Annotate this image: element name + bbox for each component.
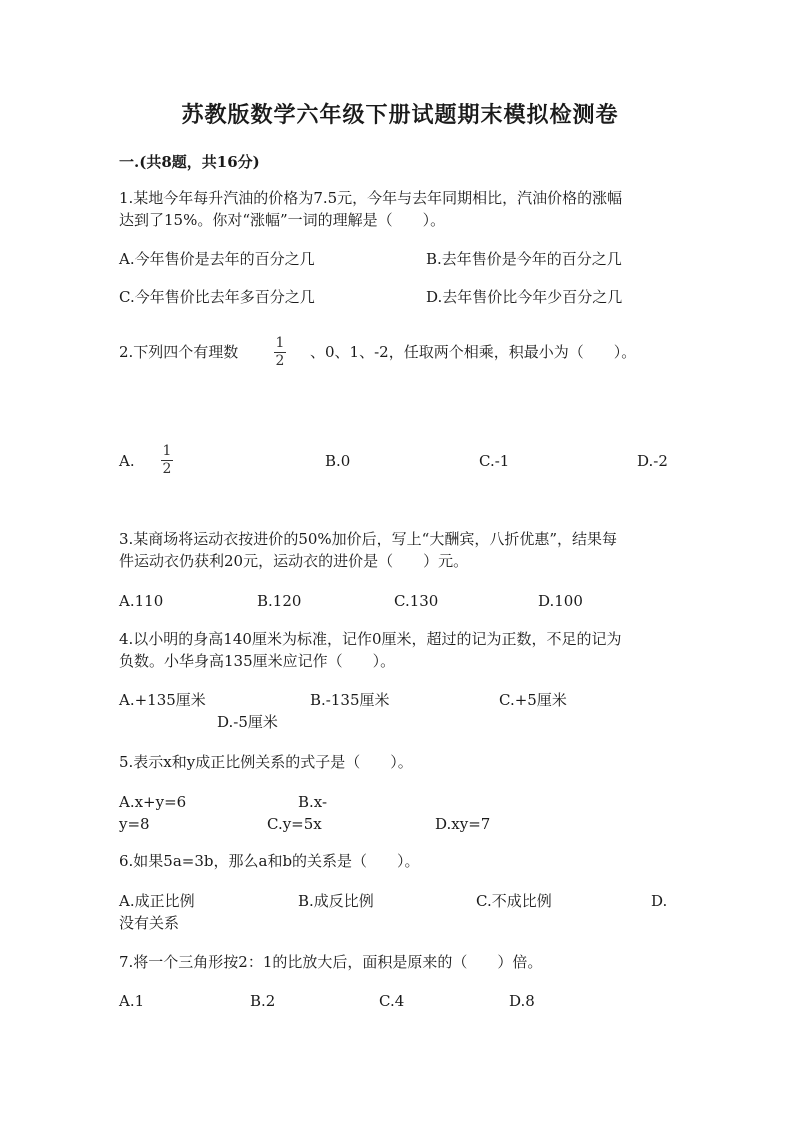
fraction-numerator: 1 [162,443,172,459]
question-2-option-b: B.0 [325,452,351,470]
question-5-option-b-part-1: B.x- [298,793,328,811]
question-4-line-1: 4.以小明的身高140厘米为标准，记作0厘米，超过的记为正数，不足的记为 [119,630,622,648]
question-2-option-a: A. [119,452,135,470]
question-2-option-a-fraction [161,444,173,477]
question-6-stem: 6.如果5a=3b，那么a和b的关系是（ ）。 [119,852,420,870]
question-4-option-c: C.+5厘米 [499,691,567,709]
question-4-option-a: A.+135厘米 [119,691,206,709]
question-3-option-b: B.120 [257,592,302,610]
question-5-option-c: C.y=5x [267,815,322,833]
fraction-numerator: 1 [275,335,285,351]
question-1-option-a: A.今年售价是去年的百分之几 [119,250,315,268]
question-2-stem-suffix: 、0、1、-2，任取两个相乘，积最小为（ ）。 [310,343,637,361]
question-1-option-b: B.去年售价是今年的百分之几 [426,250,622,268]
section-heading: 一.(共8题，共16分) [119,153,260,171]
question-6-option-d-part-2: 没有关系 [119,914,180,932]
question-1-option-c: C.今年售价比去年多百分之几 [119,288,315,306]
question-5-option-a: A.x+y=6 [119,793,187,811]
question-2-stem-prefix: 2.下列四个有理数 [119,343,239,361]
question-1-line-2: 达到了15%。你对“涨幅”一词的理解是（ ）。 [119,211,446,229]
question-7-stem: 7.将一个三角形按2：1的比放大后，面积是原来的（ ）倍。 [119,953,543,971]
question-7-option-a: A.1 [119,992,145,1010]
question-7-option-b: B.2 [250,992,276,1010]
question-7-option-d: D.8 [509,992,535,1010]
question-3-line-2: 件运动衣仍获利20元，运动衣的进价是（ ）元。 [119,552,469,570]
question-3-option-c: C.130 [394,592,439,610]
question-1-line-1: 1.某地今年每升汽油的价格为7.5元，今年与去年同期相比，汽油价格的涨幅 [119,189,623,207]
question-7-option-c: C.4 [379,992,405,1010]
question-5-stem: 5.表示x和y成正比例关系的式子是（ ）。 [119,753,413,771]
question-6-option-c: C.不成比例 [476,892,552,910]
page-title: 苏教版数学六年级下册试题期末模拟检测卷 [181,102,619,128]
question-4-option-b: B.-135厘米 [310,691,390,709]
question-4-option-d: D.-5厘米 [217,713,278,731]
question-3-option-a: A.110 [119,592,164,610]
question-2-option-d: D.-2 [637,452,668,470]
question-4-line-2: 负数。小华身高135厘米应记作（ ）。 [119,652,396,670]
question-5-option-d: D.xy=7 [435,815,491,833]
fraction-denominator: 2 [162,461,172,477]
question-3-option-d: D.100 [538,592,583,610]
question-6-option-b: B.成反比例 [298,892,374,910]
question-6-option-a: A.成正比例 [119,892,195,910]
question-1-option-d: D.去年售价比今年少百分之几 [426,288,623,306]
question-5-option-b-part-2: y=8 [119,815,150,833]
question-2-option-c: C.-1 [479,452,510,470]
fraction-denominator: 2 [275,353,285,369]
question-2-fraction [274,336,286,369]
question-3-line-1: 3.某商场将运动衣按进价的50%加价后，写上“大酬宾，八折优惠”，结果每 [119,530,617,548]
question-6-option-d-part-1: D. [651,892,668,910]
